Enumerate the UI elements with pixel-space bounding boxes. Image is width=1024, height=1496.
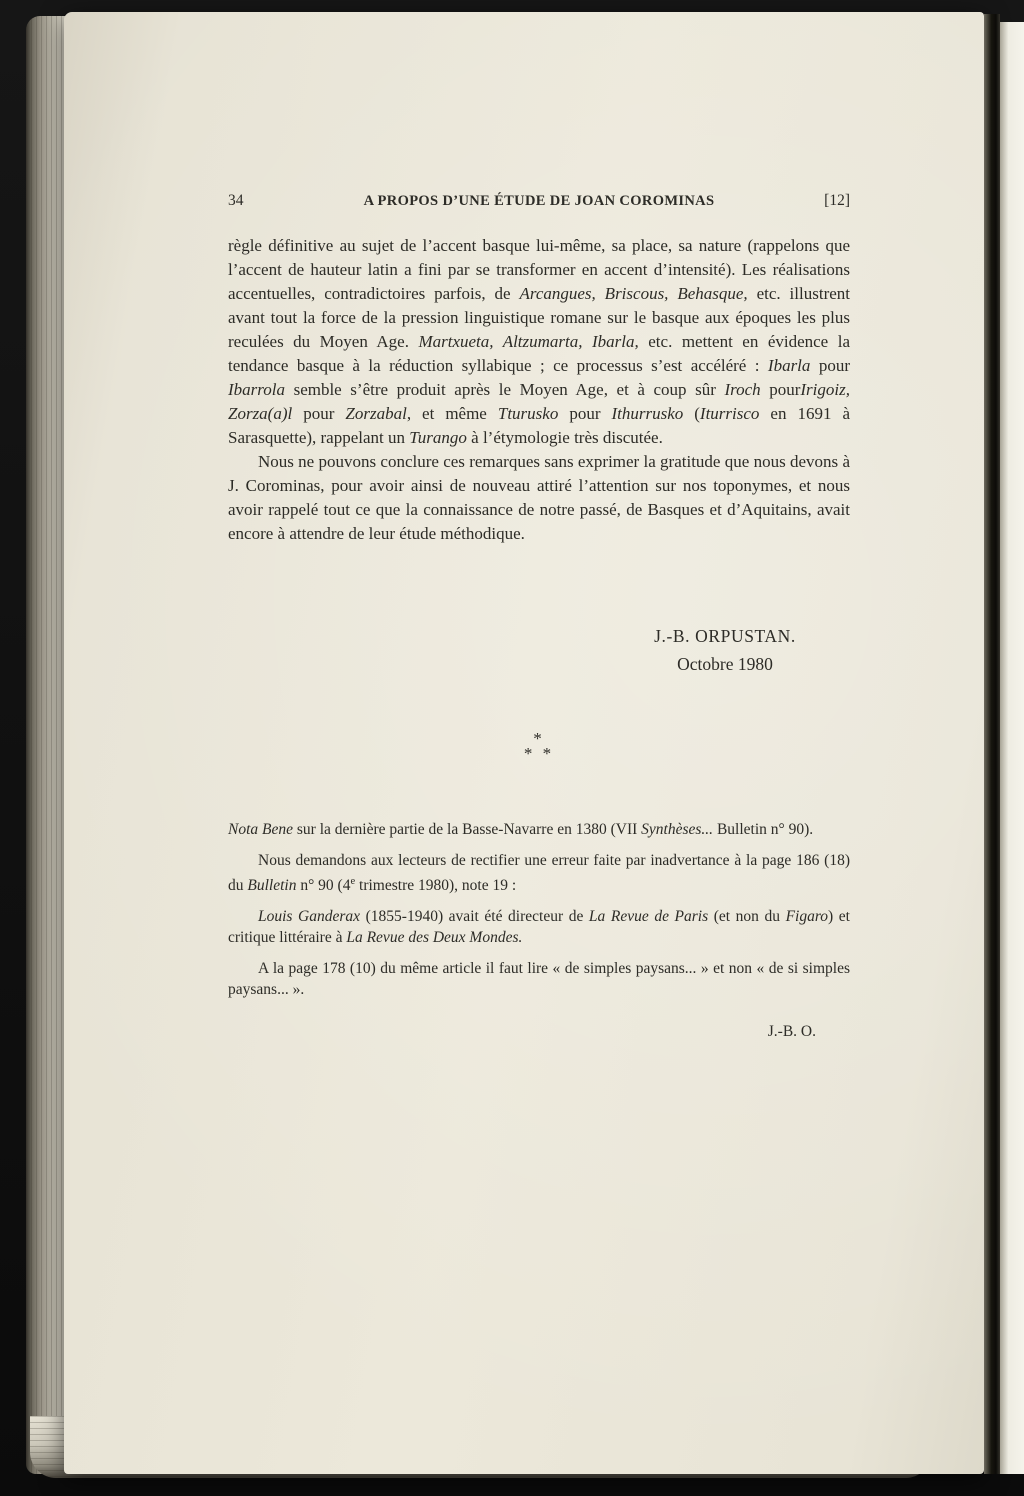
separator-asterisk-top: * xyxy=(533,729,545,748)
nota-bene-intro: Nota Bene sur la dernière partie de la Basse-Navarre en 1380 (VII Synthèses... Bulletin n° 90). xyxy=(228,821,814,838)
page-content xyxy=(228,192,850,1042)
signature-date: Octobre 1980 xyxy=(677,654,773,674)
initials-signature: J.-B. O. xyxy=(767,1022,816,1040)
article-page-ref: [12] xyxy=(824,192,850,209)
paragraph-accent-basque: règle définitive au sujet de l’accent basque lui-même, sa place, sa nature (rappelons que l’accent de hauteur latin a fini par se transformer en accent d’intensité). Les réalisations accentuelles, contradictoires parfois, de Arcangues, Briscous, Behasque, etc. illustrent avant tout la force de la pression linguistique romane sur le basque aux époques les plus reculées du Moyen Age. Martxueta, Altzumarta, Ibarla, etc. mettent en évidence la tendance basque à la réduction syllabique ; ce processus s’est accéléré : Ibarla pour Ibarrola semble s’être produit après le Moyen Age, et à coup sûr Iroch pourIrigoiz, Zorza(a)l pour Zorzabal, et même Tturusko pour Ithurrusko (Iturrisco en 1691 à Sarasquette), rappelant un Turango à l’étymologie très discutée. xyxy=(228,236,850,447)
separator-asterisks-bottom: * * xyxy=(523,744,555,763)
paragraph-conclusion: Nous ne pouvons conclure ces remarques sans exprimer la gratitude que nous devons à J. Corominas, pour avoir ainsi de nouveau attiré l’attention sur nos toponymes, et nous avoir rappelé tout ce que la connaissance de notre passé, de Basques et d’Aquitains, avait encore à attendre de leur étude méthodique. xyxy=(228,452,850,543)
main-text xyxy=(228,234,850,546)
page178-correction-paragraph: A la page 178 (10) du même article il faut lire « de simples paysans... » et non « de si simples paysans... ». xyxy=(228,959,850,999)
next-page-edge xyxy=(1000,22,1024,1474)
book-page xyxy=(64,12,984,1474)
running-title: A PROPOS D’UNE ÉTUDE DE JOAN COROMINAS xyxy=(363,193,715,209)
ganderax-correction-paragraph: Louis Ganderax (1855-1940) avait été directeur de La Revue de Paris (et non du Figaro) et critique littéraire à La Revue des Deux Mondes. xyxy=(228,907,850,947)
signature-block xyxy=(600,626,850,675)
running-header xyxy=(228,192,850,210)
page-gutter-shadow xyxy=(984,14,1000,1474)
author-signature: J.-B. ORPUSTAN. xyxy=(654,626,796,646)
page-number: 34 xyxy=(228,192,244,209)
errata-paragraph: Nous demandons aux lecteurs de rectifier une erreur faite par inadvertance à la page 186 (18) du Bulletin n° 90 (4e trimestre 1980), note 19 : xyxy=(228,851,850,895)
nota-bene-section xyxy=(228,819,850,1042)
section-separator xyxy=(228,731,850,761)
